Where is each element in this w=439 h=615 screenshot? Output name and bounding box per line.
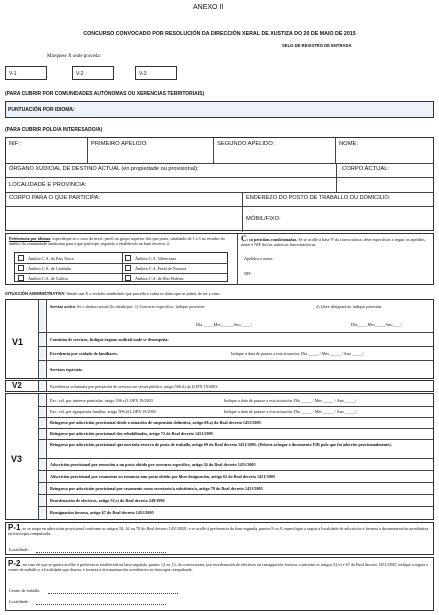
v3-row-6-text: Adscrición provisional por remoción a un posto obtido por concurso específico, artigo 54 do Real decreto 1451/2005: [50, 462, 256, 467]
p2-center-field[interactable]: Centro de traballo:: [9, 588, 41, 593]
area-checkbox-pais-vasco[interactable]: [18, 255, 24, 261]
area-checkbox-baleares[interactable]: [125, 275, 131, 281]
v3-row-1-text: Exc. vol. por interese particular, artigo 506.c) LOPX 19/2003: [50, 398, 153, 403]
annex-label: ANEXO II: [193, 4, 224, 11]
preference-conditional-box: [5, 233, 434, 285]
v3-row-2-date[interactable]: Indique a data de pasaxe a esta situación: Día _____ / Mes _____ / Ano _____/: [224, 409, 357, 414]
v3-row-10-text: Reasignación forzosa, artigo 67 do Real decreto 1451/2005: [50, 510, 154, 515]
participating-corps-field[interactable]: CORPO PARA O QUE PARTICIPA:: [9, 195, 101, 201]
v2-marker[interactable]: [39, 382, 45, 390]
v1-commission-marker[interactable]: [39, 333, 45, 345]
option-v1-label: V-1: [9, 71, 17, 77]
option-v2-box[interactable]: [72, 66, 114, 80]
v3-marker-9[interactable]: [39, 495, 45, 505]
area-navarra: Ámbito C.A. Foral de Navarra: [135, 266, 187, 271]
v1-date-field-1[interactable]: Día _____Mes______Ano_____/: [196, 322, 253, 327]
v1-free-designation-text: 2) Libre designación, indique posesión:: [316, 304, 383, 309]
v3-marker-5[interactable]: [39, 440, 45, 457]
p2-text: : no caso de que se queira acoller á preferencia establecida na base segunda, puntos 12 ou 13, da convocatoria, por reordenación de efectivos ou reasignación forzosa, conforme os artigos 52.e) e 67 do Real decreto 1451/2005, indique a seguir o centro de traballo e a localidade que desexa, e forneza a documentación acreditativa en fotocopia compulsada:: [8, 562, 429, 572]
nif-field[interactable]: NIF:: [9, 141, 20, 147]
v1-active-body: Se o destino actual (lo obtido por: 1) Concurso específico, indique posesión:: [77, 304, 206, 309]
v1-family-date-field[interactable]: Indique a data de pasaxe a esta situación: Día _____ / Mes _____ / Ano _____/: [231, 351, 364, 356]
p1-text-wrap: [8, 525, 432, 536]
p2-tag: P-2: [8, 559, 21, 568]
p1-text: : se se atopa en adscrición provisional conforme os artigos 54, 62 ou 70 do Real decreto 1451/2005, e se acolle á preferencia da base segunda, puntos 8 ou 9, especifique a seguir a localidade de adscrición e forneza a documentación acreditativa en fotocopia compulsada:: [8, 526, 429, 536]
language-score-label: PUNTUACIÓN POR IDIOMA:: [8, 107, 75, 113]
v1-active-marker[interactable]: [39, 301, 45, 331]
p1-block: [5, 522, 434, 555]
admin-situation-subtitle: Sinale cun X o recadro sombreado que proceda e cubra os datos que se piden, de ser o caso:: [66, 291, 221, 296]
v2-block: [5, 380, 434, 392]
v3-marker-1[interactable]: [39, 395, 45, 405]
option-v3-label: V-3: [139, 71, 147, 77]
current-corps-field[interactable]: CORPO ACTUAL:: [342, 166, 390, 172]
workplace-address-field[interactable]: ENDEREZO DO POSTO DE TRABALLO OU DOMICILIO:: [246, 195, 391, 201]
v1-tag: V1: [12, 337, 24, 347]
area-grid: [14, 252, 228, 282]
area-cataluna: Ámbito C.A. de Cataluña: [28, 266, 71, 271]
name-field[interactable]: NOME:: [339, 141, 359, 147]
area-checkbox-cataluna[interactable]: [18, 265, 24, 271]
area-checkbox-navarra[interactable]: [125, 265, 131, 271]
v3-row-1-date[interactable]: Indique a data de pasaxe a esta situación: Día _____ / Mes _____ / Ano _____/: [224, 398, 357, 403]
option-prompt: Márquese X onde proceda:: [47, 54, 102, 59]
v1-active-text: [50, 304, 205, 309]
v3-marker-3[interactable]: [39, 418, 45, 427]
p2-block: [5, 557, 434, 611]
v3-marker-2[interactable]: [39, 407, 45, 416]
v2-tag: V2: [12, 381, 22, 390]
v3-tag: V3: [11, 454, 23, 464]
registry-stamp-label: SELO DE REXISTRO DE ENTRADA: [282, 43, 352, 48]
applicant-section-label: (PARA CUBRIR POLO/A INTERESADO/A): [5, 127, 103, 133]
p2-text-wrap: [8, 561, 432, 572]
v3-row-8-text: Reingreso por adscrición provisional por cesamento como secretario/a substituto/a, artigo 70 do Real decreto 1451/2005: [50, 486, 263, 491]
conditional-body: Se se acolle á base 9ª da convocatoria, debe especificar a seguir os apelidos, nome e NIF dos/as outros/as funcionarios/as:: [241, 237, 426, 247]
area-baleares: Ámbito C.A. de Illes Balears: [135, 276, 184, 281]
locality-province-field[interactable]: LOCALIDADE E PROVINCIA:: [9, 182, 87, 188]
second-surname-field[interactable]: SEGUNDO APELIDO:: [217, 141, 275, 147]
judicial-organ-field[interactable]: ÓRGANO XUDICIAL DE DESTINO ACTUAL (en propiedade ou provisional):: [9, 166, 199, 172]
v3-row-3-text: Reingreso por adscrición provisional desde a situación de suspensión definitiva, artigo 68.a) do Real decreto 1451/2005: [50, 420, 261, 425]
p1-locality-field[interactable]: Localidade:: [9, 547, 29, 552]
conditional-nif-field[interactable]: NIF:: [244, 271, 252, 276]
conditional-title: : só peticións condicionadas.: [246, 237, 298, 242]
area-galicia: Ámbito C.A. de Galicia: [28, 276, 68, 281]
language-preference-text: [9, 236, 234, 246]
v1-block: [5, 299, 434, 379]
v1-commission-text: Comisión de servizos. Indique órgano xudicial onde se desempeña:: [50, 337, 169, 342]
v1-active-label: Servizo activo.: [50, 304, 77, 309]
mobile-phone-field[interactable]: MÓBIL/FIXO:: [246, 216, 281, 222]
language-score-field[interactable]: [5, 101, 434, 118]
v3-marker-7[interactable]: [39, 471, 45, 481]
form-title: CONCURSO CONVOCADO POR RESOLUCIÓN DA DIRECCIÓN XERAL DE XUSTIZA DO 20 DE MAIO DE 2015: [83, 31, 356, 37]
option-v3-box[interactable]: [135, 66, 177, 80]
v3-row-7-text: Adscrición provisional por cesamento ou renuncia nun posto obtido por libre designación, artigo 62 do Real decreto 1451/2005: [50, 474, 275, 479]
p1-tag: P-1: [8, 523, 21, 532]
v1-special-marker[interactable]: [39, 361, 45, 377]
area-checkbox-valenciana[interactable]: [125, 255, 131, 261]
v3-marker-4[interactable]: [39, 429, 45, 438]
applicant-data-grid: [5, 137, 434, 231]
v3-marker-8[interactable]: [39, 483, 45, 493]
area-checkbox-galicia[interactable]: [18, 275, 24, 281]
conditional-letter: C: [241, 234, 247, 243]
v1-special-services-text: Servizos especiais.: [50, 367, 83, 372]
v3-row-4-text: Reingreso por adscrición provisional dos rehabilitados, artigo 72 do Real decreto 1451/2005: [50, 431, 213, 436]
v2-text: Excedencia voluntaria por prestación de servizos no sector público, artigo 506.d) da LOPX 19/2003.: [50, 384, 219, 389]
v1-family-leave-text: Excedencia por coidado de familiares.: [50, 351, 118, 356]
communities-section-label: (PARA CUBRIR POR COMUNIDADES AUTÓNOMAS OU XERENCIAS TERRITORIAIS): [5, 91, 205, 97]
v3-row-9-text: Reordenación de efectivos, artigo 52.e) do Real decreto 249/1996: [50, 498, 165, 503]
conditional-request-text: [241, 236, 431, 247]
v3-marker-10[interactable]: [39, 507, 45, 518]
v1-family-marker[interactable]: [39, 347, 45, 359]
language-preference-title: Preferencia por idioma: [9, 236, 51, 241]
option-v2-label: V-2: [76, 71, 84, 77]
v3-block: [5, 393, 434, 520]
admin-situation-title: SITUACIÓN ADMINISTRATIVA:: [5, 291, 66, 296]
area-valenciana: Ámbito C.A. Valenciana: [135, 256, 177, 261]
v3-row-2-text: Exc. vol. por agrupación familiar, artigo 506.b) LOPX 19/2003: [50, 409, 156, 414]
v3-row-5-text: Reingreso por adscrición provisional que non teña reserva de posto de traballo, artigo 69 do Real decreto 1451/2005. (Deberá achegar o documento FIR polo que foi adscrito provisionalmente).: [50, 442, 392, 447]
v1-date-field-2[interactable]: Día_____Mes_____Ano____/: [351, 322, 402, 327]
conditional-name-field[interactable]: Apelidos e nome:: [244, 256, 274, 261]
v3-marker-6[interactable]: [39, 459, 45, 469]
first-surname-field[interactable]: PRIMEIRO APELIDO:: [91, 141, 148, 147]
language-preference-body: : especifique só o caso do nivel, perfil ou grupo superior dos que posta, sinalando de 1 a 3 no recadro do ámbito da comunidade autónoma para a que participe, segundo o establecido na base terceira, 2.: [9, 236, 225, 246]
option-v1-box[interactable]: [5, 66, 47, 80]
admin-situation-heading: [5, 291, 221, 296]
p2-locality-field[interactable]: Localidade:: [9, 599, 29, 604]
area-pais-vasco: Ámbito C.A. do País Vasco: [28, 256, 74, 261]
